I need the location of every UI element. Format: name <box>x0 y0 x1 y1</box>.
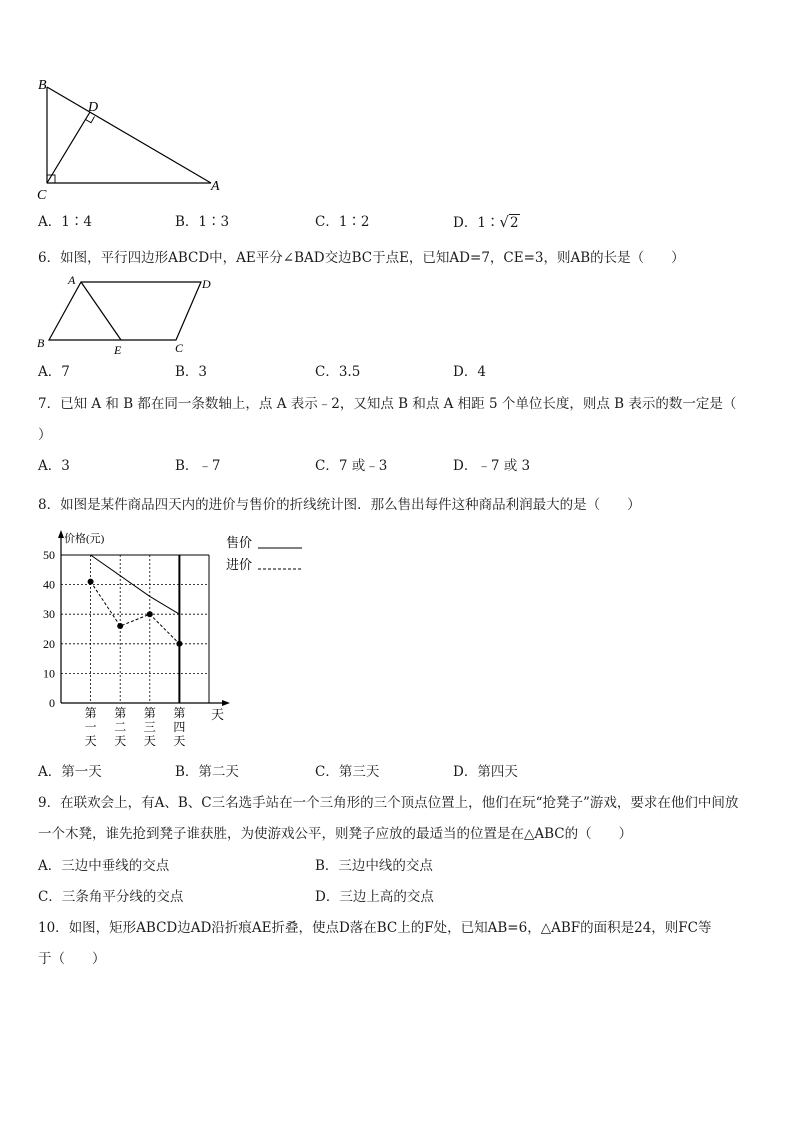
option-text: ﹣7 <box>198 458 221 474</box>
option-letter: B． <box>175 764 199 780</box>
option-letter: D． <box>453 215 478 231</box>
option-text: 第三天 <box>338 764 380 780</box>
question-text-cont: 一个木凳，谁先抢到凳子谁获胜，为使游戏公平，则凳子应放的最适当的位置是在△ABC的（ ） <box>38 826 633 842</box>
label-b: B <box>37 336 45 350</box>
data-point <box>147 611 153 617</box>
option-text: 7 或﹣3 <box>338 458 388 474</box>
y-tick-label: 20 <box>43 636 55 651</box>
option-letter: A． <box>38 214 62 230</box>
option-text: 三边上高的交点 <box>339 889 434 905</box>
y-tick-label: 50 <box>43 548 55 562</box>
option-text: 1∶3 <box>198 214 230 230</box>
parallelogram-figure <box>30 272 230 362</box>
option-text: 第二天 <box>198 764 239 780</box>
option-letter: C． <box>38 889 62 905</box>
q9-stem-line2 <box>38 826 632 842</box>
question-text-cont: 于（ ） <box>38 951 106 967</box>
q6-option-b[interactable] <box>175 364 207 380</box>
question-text: 如图，平行四边形ABCD中，AE平分∠BAD交边BC于点E，已知AD=7，CE=3，则AB的长是（ ） <box>60 250 685 266</box>
label-e: E <box>114 343 122 357</box>
y-tick-label: 10 <box>43 666 55 681</box>
q6-option-a[interactable] <box>38 364 70 380</box>
y-axis-label: 价格(元) <box>64 533 105 545</box>
altitude-cd <box>47 112 90 183</box>
option-letter: B． <box>315 858 339 874</box>
option-text: 3 <box>198 364 208 380</box>
q8-option-c[interactable] <box>315 764 379 780</box>
q8-stem <box>38 497 641 513</box>
question-number: 8． <box>38 497 61 513</box>
option-letter: A． <box>38 458 62 474</box>
q7-option-c[interactable] <box>315 458 387 474</box>
y-tick-label: 0 <box>49 696 55 710</box>
q7-option-d[interactable] <box>453 458 530 474</box>
question-text-cont: ） <box>38 427 52 443</box>
option-letter: B． <box>175 214 199 230</box>
label-b: B <box>38 78 47 93</box>
option-letter: A． <box>38 364 62 380</box>
label-d: D <box>202 277 211 291</box>
side-ab <box>47 87 211 183</box>
q6-stem <box>38 250 685 266</box>
q8-option-b[interactable] <box>175 764 239 780</box>
price-line-chart <box>30 526 320 756</box>
q5-option-a[interactable] <box>38 214 92 230</box>
data-point <box>88 579 94 585</box>
q9-option-c[interactable] <box>38 889 183 905</box>
q8-option-a[interactable] <box>38 764 102 780</box>
option-text: 三边中线的交点 <box>338 858 433 874</box>
q7-option-a[interactable] <box>38 458 70 474</box>
option-letter: B． <box>175 364 199 380</box>
option-text: 4 <box>477 364 486 380</box>
option-letter: C． <box>315 364 339 380</box>
option-letter: C． <box>315 764 339 780</box>
q7-stem-line2 <box>38 427 52 443</box>
option-letter: C． <box>315 458 339 474</box>
x-tick-label: 第二天 <box>114 706 127 748</box>
option-text: 1∶2 <box>338 214 370 230</box>
q6-option-d[interactable] <box>453 364 486 380</box>
option-text: 1∶ <box>477 215 500 231</box>
segment-ae <box>81 282 121 340</box>
option-text: 第一天 <box>61 764 102 780</box>
option-text: 三边中垂线的交点 <box>61 858 170 874</box>
y-tick-label: 40 <box>43 577 55 592</box>
question-text: 在联欢会上，有A、B、C三名选手站在一个三角形的三个顶点位置上，他们在玩“抢凳子”游戏，要求在他们中间放 <box>60 795 739 811</box>
sqrt-sign: √ <box>499 213 509 231</box>
option-text: ﹣7 或 3 <box>477 458 531 474</box>
option-letter: C． <box>315 214 339 230</box>
label-c: C <box>37 188 47 202</box>
question-number: 10． <box>38 920 69 936</box>
x-tick-label: 第三天 <box>143 706 156 748</box>
question-number: 7． <box>38 396 61 412</box>
q5-option-d[interactable] <box>453 214 520 231</box>
option-text: 1∶4 <box>61 214 92 230</box>
legend-label-selling: 售价 <box>226 535 253 550</box>
q5-option-b[interactable] <box>175 214 229 230</box>
y-tick-label: 30 <box>43 607 55 622</box>
q7-option-b[interactable] <box>175 458 221 474</box>
q5-option-c[interactable] <box>315 214 370 230</box>
label-a: A <box>211 179 220 194</box>
data-point <box>117 623 123 629</box>
option-text: 3 <box>61 458 70 474</box>
question-text: 如图是某件商品四天内的进价与售价的折线统计图．那么售出每件这种商品利润最大的是（ ） <box>60 497 641 513</box>
question-text: 如图，矩形ABCD边AD沿折痕AE折叠，使点D落在BC上的F处，已知AB=6，△ABF的面积是24，则FC等 <box>68 920 712 936</box>
x-axis-label: 天 <box>211 707 225 722</box>
q10-stem-line2 <box>38 951 106 967</box>
q9-option-d[interactable] <box>315 889 434 905</box>
option-letter: D． <box>453 458 478 474</box>
x-axis-arrow <box>222 700 230 706</box>
question-text: 已知 A 和 B 都在同一条数轴上，点 A 表示﹣2，又知点 B 和点 A 相距 5 个单位长度，则点 B 表示的数一定是（ <box>60 396 737 412</box>
option-letter: A． <box>38 764 62 780</box>
option-text: 三条角平分线的交点 <box>61 889 184 905</box>
series-line-cost-price <box>91 582 180 644</box>
option-letter: D． <box>453 364 478 380</box>
option-letter: D． <box>453 764 478 780</box>
q6-option-c[interactable] <box>315 364 360 380</box>
question-number: 9． <box>38 795 61 811</box>
q9-option-b[interactable] <box>315 858 433 874</box>
parallelogram-abcd <box>49 282 201 340</box>
option-letter: B． <box>175 458 199 474</box>
q8-option-d[interactable] <box>453 764 518 780</box>
q9-option-a[interactable] <box>38 858 169 874</box>
data-point <box>176 641 182 647</box>
q10-stem-line1 <box>38 920 712 936</box>
option-letter: A． <box>38 858 62 874</box>
legend-label-cost: 进价 <box>226 557 253 572</box>
question-number: 6． <box>38 250 61 266</box>
x-tick-label: 第四天 <box>173 706 186 748</box>
sqrt-argument: 2 <box>509 215 519 231</box>
x-tick-label: 第一天 <box>84 706 97 748</box>
label-c: C <box>175 341 184 355</box>
option-text: 3.5 <box>338 364 361 380</box>
option-text: 第四天 <box>477 764 518 780</box>
label-a: A <box>68 273 76 287</box>
option-text: 7 <box>61 364 70 380</box>
triangle-figure <box>30 72 230 202</box>
option-letter: D． <box>315 889 340 905</box>
label-d: D <box>88 100 99 115</box>
q9-stem-line1 <box>38 795 738 811</box>
q7-stem-line1 <box>38 396 736 412</box>
